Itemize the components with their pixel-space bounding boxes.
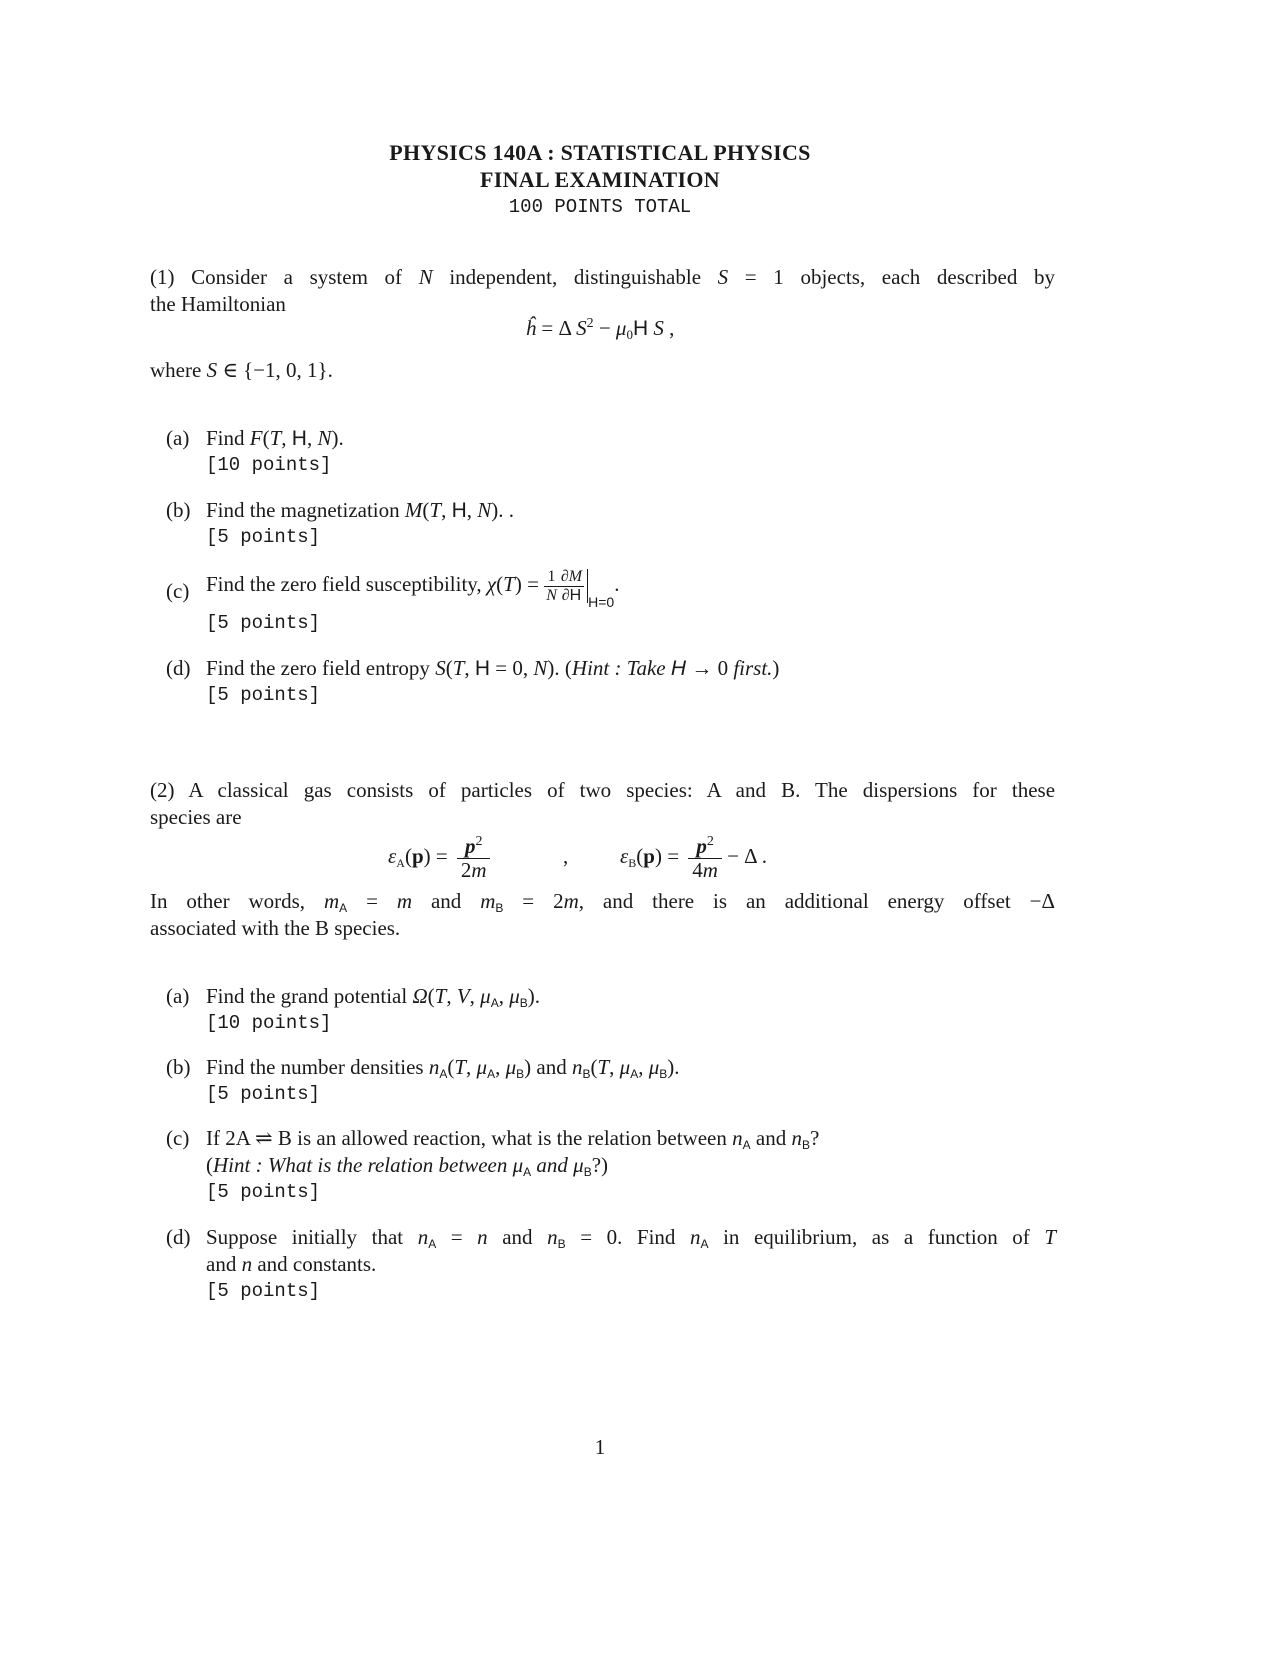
problem1-part-a: (a) Find F(T, H, N). [10 points] — [166, 426, 344, 476]
problem1-part-d: (d) Find the zero field entropy S(T, H = 0, N). (Hint : Take H → 0 first.) [5 points] — [166, 656, 780, 706]
points-total: 100 POINTS TOTAL — [508, 196, 692, 218]
exam-subtitle: FINAL EXAMINATION — [480, 167, 720, 192]
problem2-other-words: In other words, mA = m and mB = 2m, and there is an additional energy offset −Δ — [150, 889, 1056, 915]
problem1-intro: (1) Consider a system of N independent, distinguishable S = 1 objects, each described by — [150, 265, 1056, 289]
problem2-intro-line2: species are — [150, 805, 242, 829]
problem1-where: where S ∈ {−1, 0, 1}. — [150, 358, 333, 382]
problem2-part-d: (d) Suppose initially that nA = n and nB = 0. Find nA in equilibrium, as a function of T and n and constants. [5 points] — [166, 1225, 1056, 1302]
problem2-intro: (2) A classical gas consists of particles of two species: A and B. The dispersions for these — [150, 778, 1056, 802]
problem2-part-a: (a) Find the grand potential Ω(T, V, μA, μB). [10 points] — [166, 984, 541, 1034]
problem2-number: (2) — [150, 778, 175, 802]
dispersion-equations: $\varepsilon_A(p)$ = $\frac{p^2}{2m}$ , $\varepsilon_B(p)$ = $\frac{p^2}{4m}$ − Δ . — [388, 834, 768, 883]
page-number: 1 — [594, 1435, 606, 1459]
exam-title: PHYSICS 140A : STATISTICAL PHYSICS — [389, 140, 811, 165]
problem2-part-b: (b) Find the number densities nA(T, μA, μB) and nB(T, μA, μB). [5 points] — [166, 1055, 680, 1105]
problem2-other-words-line2: associated with the B species. — [150, 916, 401, 940]
problem1-part-c: (c) Find the zero field susceptibility, χ(T) = $\frac{1}{N}$ $\frac{\partial M}{\partial H}$ $_{H=0}$. [5 points] — [166, 568, 620, 634]
problem1-intro-line2: the Hamiltonian — [150, 292, 286, 316]
problem1-number: (1) — [150, 265, 175, 289]
problem1-part-b: (b) Find the magnetization M(T, H, N). . [5 points] — [166, 498, 514, 548]
hamiltonian-equation: ĥ = Δ $S^2 - \mu_0H$ S , — [525, 316, 675, 342]
problem2-part-c: (c) If 2A ⇌ B is an allowed reaction, what is the relation between nA and nB? (Hint : What is the relation between μA and μB?) [5 points] — [166, 1126, 820, 1203]
